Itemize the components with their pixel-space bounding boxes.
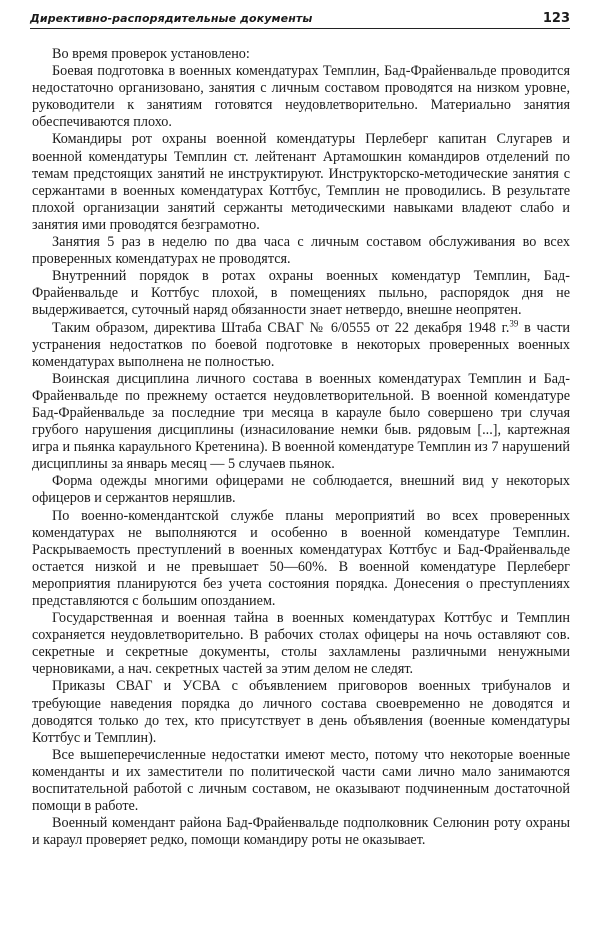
paragraph-orders: Приказы СВАГ и УСВА с объявлением приговоров военных трибуналов и требующие наведения порядка до личного состава своевременно не доводятся и доводятся только до тех, кто присутствует в день объявления (военные комендатуры Коттбус и Темплин). bbox=[32, 678, 570, 746]
running-header bbox=[30, 6, 570, 29]
footnote-marker: 39 bbox=[509, 317, 519, 328]
paragraph-internal-order: Внутренний порядок в ротах охраны военных комендатур Темплин, Бад-Фрайенвальде и Коттбус плохой, в помещениях пыльно, распорядок дня не выдерживается, суточный наряд обязанности знает нетвердо, внешне неопрятен. bbox=[32, 268, 570, 319]
paragraph-commandant-service: По военно-комендантской службе планы мероприятий во всех проверенных комендатурах не выполняются и особенно в военной комендатуре Темплин. Раскрываемость преступлений в военных комендатурах Коттбус и Бад-Фрайенвальде остается низкой и не превышает 50—60%. В военной комендатуре Перлеберг мероприятия планируются без учета состояния порядка. Донесения о преступлениях представляются с большим опозданием. bbox=[32, 507, 570, 609]
paragraph-directive-conclusion bbox=[32, 317, 570, 371]
paragraph-uniform: Форма одежды многими офицерами не соблюдается, внешний вид у некоторых офицеров и сержантов неряшлив. bbox=[32, 473, 570, 507]
directive-text-before: Таким образом, директива Штаба СВАГ № 6/0555 от 22 декабря 1948 г. bbox=[52, 319, 510, 336]
page-number: 123 bbox=[542, 11, 570, 26]
paragraph-shortcomings-cause: Все вышеперечисленные недостатки имеют место, потому что некоторые военные коменданты и их заместители по политической части сами лично мало занимаются воспитательной работой с личным составом, не оказывают подчиненным достаточной помощи в работе. bbox=[32, 746, 570, 815]
header-title: Директивно-распорядительные документы bbox=[30, 12, 313, 25]
paragraph-company-commanders: Командиры рот охраны военной комендатуры Перлеберг капитан Слугарев и военной комендатуры Темплин ст. лейтенант Артамошкин командиров отделений по темам предстоящих занятий не инструктируют. Инструкторско-методические занятия с сержантами в военных комендатурах Коттбус, Темплин не проводились. В результате плохой организации занятий сержанты методическими навыками владеют слабо и занятия ими проводятся безграмотно. bbox=[32, 131, 570, 233]
paragraph-intro: Во время проверок установлено: bbox=[52, 46, 250, 62]
paragraph-military-discipline: Воинская дисциплина личного состава в военных комендатурах Темплин и Бад-Фрайенвальде по прежнему остается неудовлетворительной. В военной комендатуре Бад-Фрайенвальде за последние три месяца в карауле было совершено три случая грубого нарушения дисциплины (изнасилование немки быв. рядовым [...], картежная игра и пьянка караульного Кретенина). В военной комендатуре Темплин из 7 нарушений дисциплины за январь месяц — 5 случаев пьянок. bbox=[32, 370, 570, 473]
paragraph-service-staff-training: Занятия 5 раз в неделю по два часа с личным составом обслуживания во всех проверенных комендатурах не проводятся. bbox=[32, 234, 570, 268]
paragraph-state-secrets: Государственная и военная тайна в военных комендатурах Коттбус и Темплин сохраняется неудовлетворительно. В рабочих столах офицеры на ночь оставляют сов. секретные и секретные документы, столы захламлены различными ненужными черновиками, а нач. секретных частей за этим делом не следят. bbox=[32, 610, 570, 678]
body-text bbox=[32, 46, 570, 849]
paragraph-commandant-seliunin: Военный комендант района Бад-Фрайенвальде подполковник Селюнин роту охраны и караул проверяет редко, помощи командиру роты не оказывает. bbox=[32, 815, 570, 849]
directive-text-after: в части устранения недостатков по боевой подготовке в некоторых проверенных военных комендатурах выполнена не полностью. bbox=[32, 319, 570, 370]
paragraph-combat-training: Боевая подготовка в военных комендатурах Темплин, Бад-Фрайенвальде проводится недостаточно организовано, занятия с личным составом проводятся на низком уровне, руководители к занятиям готовятся неудовлетворительно. Материально занятия обеспечиваются плохо. bbox=[32, 63, 570, 131]
